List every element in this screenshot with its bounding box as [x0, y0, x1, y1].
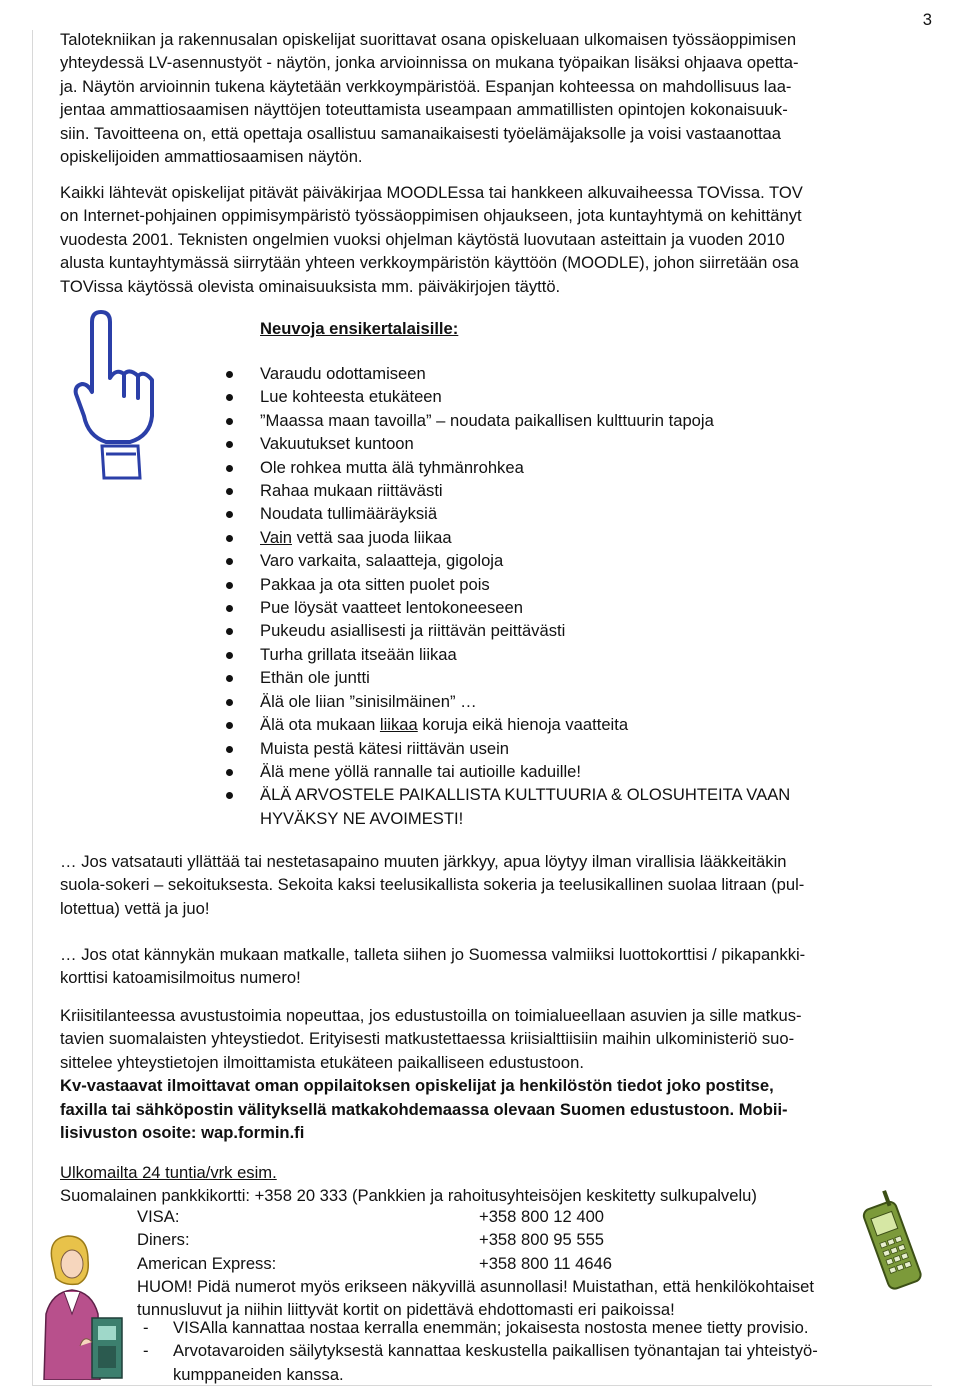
card-name: Diners: — [137, 1230, 190, 1250]
table-row — [137, 1205, 737, 1228]
list-item — [137, 1339, 927, 1386]
text-line: - VISAlla kannattaa nostaa kerralla enemmän; jokaisesta nostosta menee tietty provisio. — [173, 1318, 809, 1337]
bold-text-line: Kv-vastaavat ilmoittavat oman oppilaitoksen opiskelijat ja henkilöstön tiedot joko postitse, — [60, 1076, 774, 1096]
card-numbers-table — [137, 1205, 737, 1275]
list-item: Varo varkaita, salaatteja, gigoloja — [218, 549, 918, 572]
tips-list — [218, 362, 918, 830]
text-line: yhteydessä LV-asennustyöt - näytön, jonka arvioinnissa on mukana työpaikan lisäksi ohjaava opetta- — [60, 53, 799, 73]
text-line: … Jos otat kännykän mukaan matkalle, talleta siihen jo Suomessa valmiiksi luottokorttisi / pikapankki- — [60, 945, 806, 964]
card-number: +358 800 95 555 — [479, 1230, 605, 1250]
bold-text-line: faxilla tai sähköpostin välityksellä matkakohdemaassa olevaan Suomen edustustoon. Mobii- — [60, 1099, 788, 1119]
underlined-word: Vain — [260, 527, 292, 547]
list-item: Ethän ole juntti — [218, 666, 918, 689]
abroad-intro: Suomalainen pankkikortti: +358 20 333 (Pankkien ja rahoitusyhteisöjen keskitetty sulkupalvelu) — [60, 1186, 757, 1206]
page-number: 3 — [922, 10, 932, 29]
woman-atm-illustration — [34, 1230, 124, 1380]
abroad-heading: Ulkomailta 24 tuntia/vrk esim. — [60, 1163, 277, 1182]
list-item-text: koruja eikä hienoja vaatteita — [417, 715, 629, 735]
list-item: Noudata tullimääräyksiä — [218, 502, 918, 525]
text-line: HUOM! Pidä numerot myös erikseen näkyvillä asunnollasi! Muistathan, että henkilökohtaiset — [137, 1277, 814, 1296]
text-line: kumppaneiden kanssa. — [173, 1364, 344, 1384]
abroad-section — [60, 1161, 928, 1208]
card-number: +358 800 11 4646 — [479, 1253, 613, 1273]
card-note — [137, 1275, 927, 1322]
list-item: Muista pestä kätesi riittävän usein — [218, 737, 918, 760]
text-line: siin. Tavoitteena on, että opettaja osallistuu samanaikaisesti työelämäjaksolle ja voisi vastaanottaa — [60, 123, 782, 143]
text-line: on Internet-pohjainen oppimisympäristö työssäoppimisen ohjaukseen, jota kuntayhtymä on kehittänyt — [60, 206, 802, 226]
pointing-hand-icon — [70, 308, 170, 483]
text-line: TOVissa käytössä olevista ominaisuuksista mm. päiväkirjojen täyttö. — [60, 276, 561, 296]
list-item — [218, 783, 918, 830]
card-name: VISA: — [137, 1207, 180, 1226]
list-item: Pue löysät vaatteet lentokoneeseen — [218, 596, 918, 619]
text-line: ja. Näytön arvioinnin tukena käytetään verkkoympäristöä. Espanjan kohteessa on mahdollisuus laa- — [60, 76, 792, 96]
text-line: korttisi katoamisilmoitus numero! — [60, 968, 301, 988]
table-row — [137, 1252, 737, 1275]
text-line: suola-sokeri – sekoituksesta. Sekoita kaksi teelusikallista sokeria ja teelusikallinen suolaa litraan (pul- — [60, 875, 805, 895]
card-dash-list — [137, 1316, 927, 1386]
list-item: Varaudu odottamiseen — [218, 362, 918, 385]
list-item — [218, 713, 918, 736]
phone-paragraph — [60, 943, 928, 990]
underlined-word: liikaa — [379, 715, 418, 735]
table-row — [137, 1228, 737, 1251]
list-item-text: vettä saa juoda liikaa — [291, 527, 452, 547]
text-line: alusta kuntayhtymässä siirrytään yhteen verkkoympäristön käyttöön (MOODLE), johon siirretään osa — [60, 253, 799, 273]
list-item — [137, 1316, 927, 1339]
text-line: jentaa ammattiosaamisen näyttöjen toteuttamista useampaan ammatillisten opintojen kokonaisuuk- — [60, 100, 788, 120]
text-line: lotettua) vettä ja juo! — [60, 898, 210, 918]
intro-paragraph — [60, 28, 928, 168]
text-line: … Jos vatsatauti yllättää tai nestetasapaino muuten järkkyy, apua löytyy ilman virallisia lääkkeitäkin — [60, 852, 787, 871]
health-paragraph — [60, 850, 928, 920]
text-line: vuodesta 2001. Teknisten ongelmien vuoksi ohjelman käytöstä luovutaan asteittain ja vuoden 2010 — [60, 229, 785, 249]
text-line: tunnusluvut ja niihin liittyvät kortit on pidettävä ehdottomasti eri paikoissa! — [137, 1300, 675, 1320]
mobile-phone-icon — [845, 1190, 935, 1300]
text-line: opiskelijoiden ammattiosaamisen näytön. — [60, 147, 363, 167]
text-line: Kaikki lähtevät opiskelijat pitävät päiväkirjaa MOODLEssa tai hankkeen alkuvaiheessa TOVissa. TOV — [60, 183, 803, 202]
list-item: Älä mene yöllä rannalle tai autioille kaduille! — [218, 760, 918, 783]
list-item: ”Maassa maan tavoilla” – noudata paikallisen kulttuurin tapoja — [218, 409, 918, 432]
text-line: tavien suomalaisten yhteystiedot. Erityisesti matkustettaessa kriisialttiisiin maihin ulkoministeriö suo- — [60, 1029, 795, 1049]
text-line: - Arvotavaroiden säilytyksestä kannattaa keskustella paikallisen työnantajan tai yhteistyö- — [173, 1341, 818, 1361]
list-item: Pukeudu asiallisesti ja riittävän peittävästi — [218, 619, 918, 642]
list-item: Lue kohteesta etukäteen — [218, 385, 918, 408]
page-frame-left — [32, 30, 33, 1385]
list-item: Vakuutukset kuntoon — [218, 432, 918, 455]
diary-paragraph — [60, 181, 928, 298]
crisis-paragraph — [60, 1004, 928, 1144]
list-item: Turha grillata itseään liikaa — [218, 643, 918, 666]
list-item: Pakkaa ja ota sitten puolet pois — [218, 573, 918, 596]
list-item: Älä ole liian ”sinisilmäinen” … — [218, 690, 918, 713]
text-line: ÄLÄ ARVOSTELE PAIKALLISTA KULTTUURIA & OLOSUHTEITA VAAN — [260, 785, 791, 805]
list-item: Ole rohkea mutta älä tyhmänrohkea — [218, 456, 918, 479]
tips-heading: Neuvoja ensikertalaisille: — [260, 319, 459, 338]
text-line: Talotekniikan ja rakennusalan opiskelijat suorittavat osana opiskeluaan ulkomaisen työssäoppimisen — [60, 30, 797, 49]
card-name: American Express: — [137, 1253, 277, 1273]
text-line: sittelee yhteystietojen ilmoittamista etukäteen paikalliseen edustustoon. — [60, 1052, 584, 1072]
text-line: HYVÄKSY NE AVOIMESTI! — [260, 808, 464, 828]
text-line: Kriisitilanteessa avustustoimia nopeuttaa, jos edustustoilla on toimialueellaan asuvien ja sille matkus- — [60, 1006, 802, 1025]
list-item: Rahaa mukaan riittävästi — [218, 479, 918, 502]
card-number: +358 800 12 400 — [479, 1207, 605, 1226]
bold-text-line: lisivuston osoite: wap.formin.fi — [60, 1123, 305, 1143]
list-item — [218, 526, 918, 549]
list-item-text: Älä ota mukaan — [260, 715, 380, 735]
